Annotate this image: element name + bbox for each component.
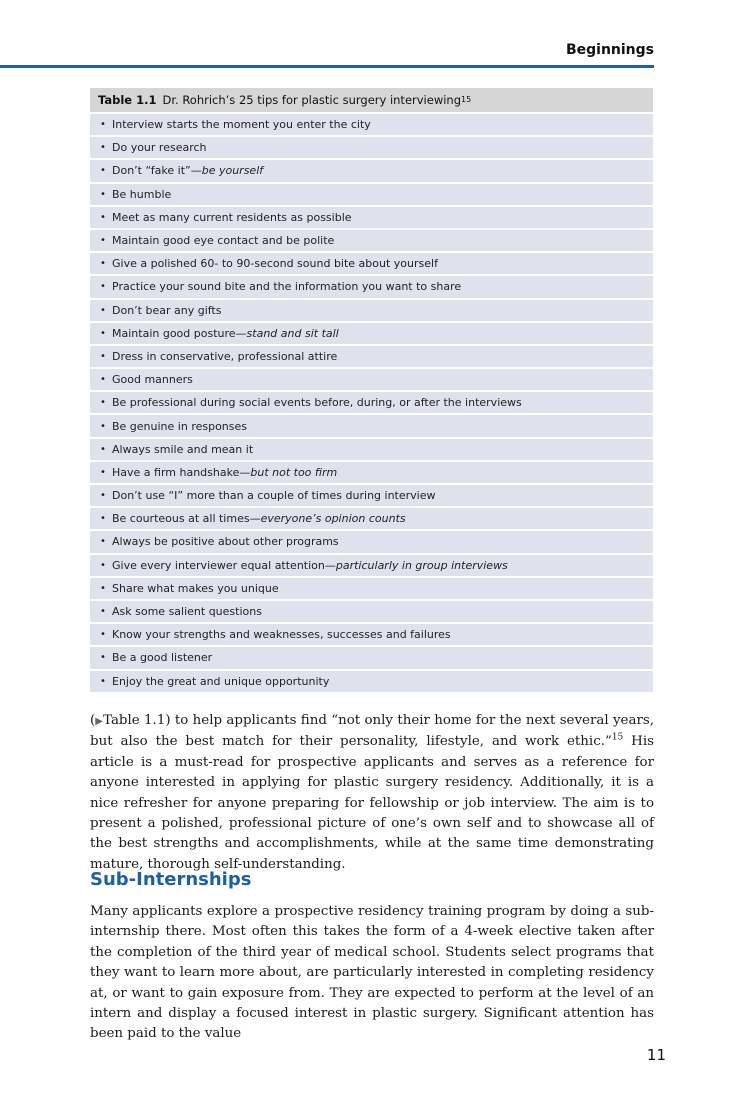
bullet-icon: • — [100, 466, 106, 478]
header-rule — [0, 65, 654, 68]
table-row — [90, 160, 653, 181]
bullet-icon: • — [100, 606, 106, 618]
table-row — [90, 439, 653, 460]
tip-emphasis: everyone’s opinion counts — [260, 512, 406, 526]
table-row — [90, 671, 653, 692]
citation-ref: 15 — [611, 732, 624, 743]
bullet-icon: • — [100, 258, 106, 270]
bullet-icon: • — [100, 119, 106, 131]
tip-text: Know your strengths and weaknesses, successes and failures — [112, 628, 451, 642]
bullet-icon: • — [100, 490, 106, 502]
tip-text: Share what makes you unique — [112, 581, 279, 595]
bullet-icon: • — [100, 327, 106, 339]
bullet-icon: • — [100, 513, 106, 525]
tip-text: Be genuine in responses — [112, 419, 248, 433]
tip-text: Maintain good posture— — [112, 326, 247, 340]
tip-text: Be courteous at all times— — [112, 512, 261, 526]
tip-text: Don’t “fake it”— — [112, 164, 202, 178]
tip-emphasis: particularly in group interviews — [335, 558, 508, 572]
paragraph-text: ) to help applicants find “not only their home for the next several years, but also the best match for their personality, lifestyle, and work ethic.” — [90, 713, 654, 750]
tip-text: Be a good listener — [112, 651, 213, 665]
table-row — [90, 276, 653, 297]
body-paragraph-2 — [90, 902, 654, 1045]
bullet-icon: • — [100, 235, 106, 247]
bullet-icon: • — [100, 420, 106, 432]
page-number: 11 — [646, 1046, 666, 1064]
reference-arrow-icon: ▶ — [95, 716, 104, 727]
tip-text: Maintain good eye contact and be polite — [112, 234, 335, 248]
table-row — [90, 392, 653, 413]
table-row — [90, 346, 653, 367]
bullet-icon: • — [100, 397, 106, 409]
bullet-icon: • — [100, 281, 106, 293]
tip-text: Be professional during social events before, during, or after the interviews — [112, 396, 522, 410]
bullet-icon: • — [100, 350, 106, 362]
bullet-icon: • — [100, 675, 106, 687]
tip-text: Meet as many current residents as possible — [112, 210, 352, 224]
table-row — [90, 230, 653, 251]
bullet-icon: • — [100, 652, 106, 664]
table-row — [90, 462, 653, 483]
section-heading: Sub-Internships — [90, 869, 252, 890]
bullet-icon: • — [100, 629, 106, 641]
paragraph-text: His article is a must-read for prospective applicants and serves as a reference for anyone interested in applying for plastic surgery residency. Additionally, it is a nice refresher for anyone preparing for fellowship or job interview. The aim is to present a polished, professional picture of one’s own self and to showcase all of the best strengths and accomplishments, while at the same time demonstrating mature, thorough self-understanding. — [90, 734, 655, 872]
tip-text: Ask some salient questions — [112, 605, 262, 619]
tip-emphasis: but not too firm — [250, 465, 338, 479]
bullet-icon: • — [100, 374, 106, 386]
bullet-icon: • — [100, 536, 106, 548]
bullet-icon: • — [100, 188, 106, 200]
table-row — [90, 415, 653, 436]
table-row — [90, 555, 653, 576]
tip-text: Do your research — [112, 141, 207, 155]
table-row — [90, 647, 653, 668]
tip-text: Don’t bear any gifts — [112, 303, 222, 317]
tip-text: Don’t use “I” more than a couple of times during interview — [112, 489, 436, 503]
table-row — [90, 207, 653, 228]
bullet-icon: • — [100, 443, 106, 455]
table-row — [90, 601, 653, 622]
bullet-icon: • — [100, 559, 106, 571]
table-reference-link[interactable]: Table 1.1 — [103, 713, 166, 728]
table-row — [90, 114, 653, 135]
tip-text: Be humble — [112, 187, 172, 201]
tip-text: Always smile and mean it — [112, 442, 254, 456]
bullet-icon: • — [100, 582, 106, 594]
running-head: Beginnings — [565, 42, 654, 58]
table-row — [90, 485, 653, 506]
tip-text: Interview starts the moment you enter the city — [112, 118, 371, 132]
tip-emphasis: stand and sit tall — [246, 326, 339, 340]
table-row — [90, 369, 653, 390]
bullet-icon: • — [100, 165, 106, 177]
table-rows — [90, 114, 653, 692]
tips-table — [90, 88, 653, 694]
table-title: Dr. Rohrich’s 25 tips for plastic surgery interviewing — [162, 93, 462, 107]
tip-emphasis: be yourself — [201, 164, 264, 178]
body-paragraph-1: (▶Table 1.1) to help applicants find “not only their home for the next several years, but also the best match for their personality, lifestyle, and work ethic.”$^{15}$ His article is a must-read for prospective applicants and serves as a reference for anyone interested in applying for plastic surgery residency. Additionally, it is a nice refresher for anyone preparing for fellowship or job interview. The aim is to present a polished, professional picture of one’s own self and to showcase all of the best strengths and accomplishments, while at the same time demonstrating mature, thorough self-understanding. — [90, 713, 655, 872]
tip-text: Give every interviewer equal attention— — [112, 558, 336, 572]
tip-text: Enjoy the great and unique opportunity — [112, 674, 330, 688]
tip-text: Have a firm handshake— — [112, 465, 251, 479]
table-row — [90, 624, 653, 645]
table-caption: Table 1.1 Dr. Rohrich’s 25 tips for plastic surgery interviewing 15 — [90, 88, 653, 112]
table-row — [90, 300, 653, 321]
paragraph-text: Many applicants explore a prospective residency training program by doing a sub-internship there. Most often this takes the form of a 4-week elective taken after the completion of the third year of medical school. Students select programs that they want to learn more about, are particularly interested in completing residency at, or want to gain exposure from. They are expected to perform at the level of an intern and display a focused interest in plastic surgery. Significant attention has been paid to the value — [90, 904, 654, 1042]
tip-text: Give a polished 60- to 90-second sound bite about yourself — [112, 257, 438, 271]
table-row — [90, 184, 653, 205]
table-row — [90, 253, 653, 274]
table-row — [90, 578, 653, 599]
table-row — [90, 323, 653, 344]
table-row — [90, 508, 653, 529]
tip-text: Dress in conservative, professional attire — [112, 349, 338, 363]
table-label: Table 1.1 — [98, 93, 157, 107]
tip-text: Practice your sound bite and the information you want to share — [112, 280, 462, 294]
tip-text: Good manners — [112, 373, 193, 387]
bullet-icon: • — [100, 304, 106, 316]
table-row — [90, 137, 653, 158]
bullet-icon: • — [100, 142, 106, 154]
tip-text: Always be positive about other programs — [112, 535, 339, 549]
table-row — [90, 531, 653, 552]
bullet-icon: • — [100, 211, 106, 223]
